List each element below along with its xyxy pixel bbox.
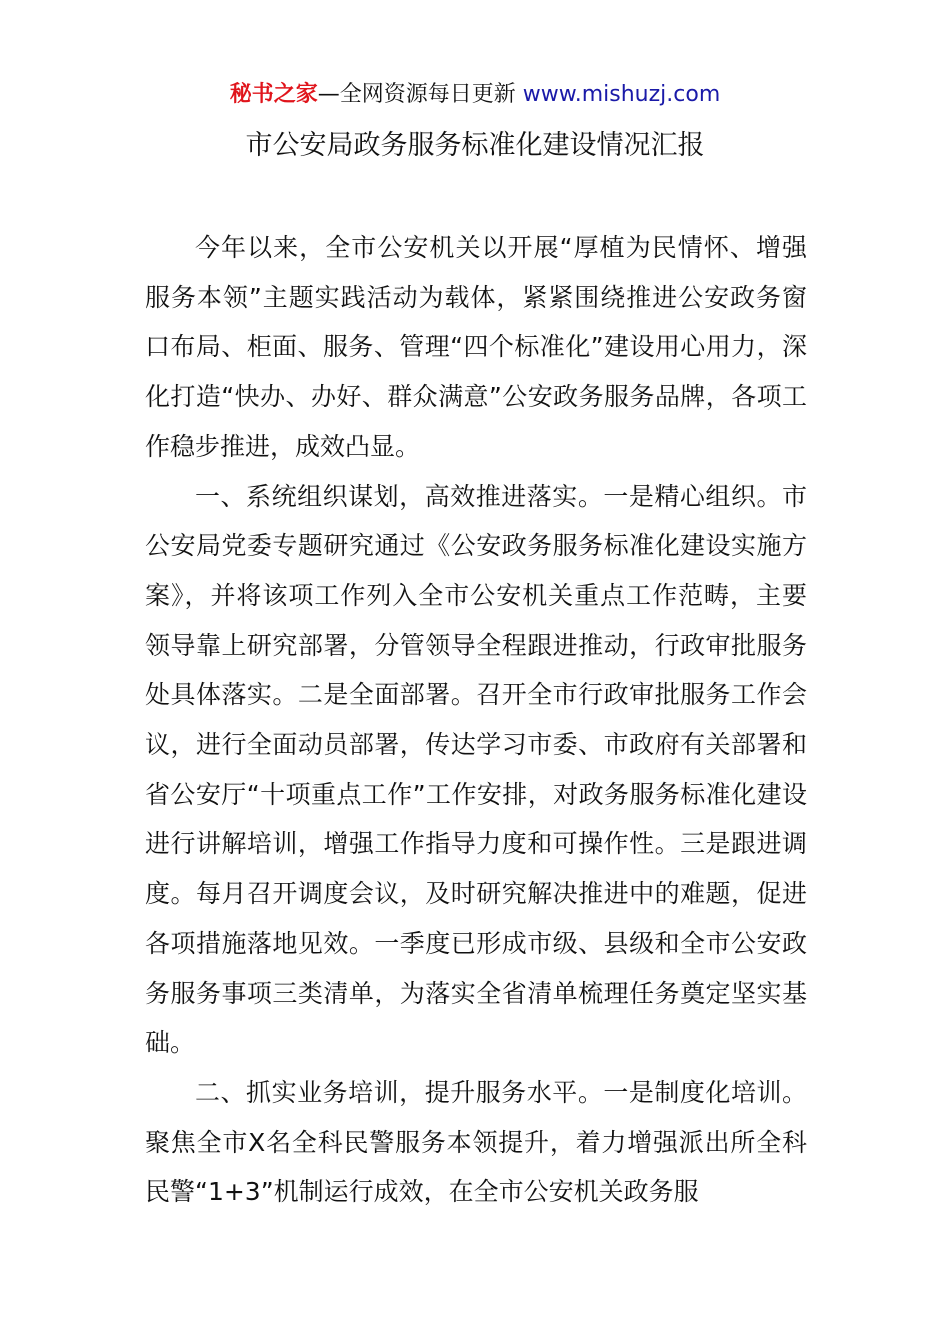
document-title: 市公安局政务服务标准化建设情况汇报 [245,130,705,161]
site-url-link[interactable]: www.mishuzj.com [522,82,721,107]
document-body [145,223,807,1217]
brand-name: 秘书之家 [229,82,318,107]
header-tagline: —全网资源每日更新 [317,82,523,107]
paragraph-intro: 今年以来，全市公安机关以开展“厚植为民情怀、增强服务本领”主题实践活动为载体，紧紧围绕推进公安政务窗口布局、柜面、服务、管理“四个标准化”建设用心用力，深化打造“快办、办好、群众满意”公安政务服务品牌，各项工作稳步推进，成效凸显。 [145,233,807,461]
paragraph-section-two: 二、抓实业务培训，提升服务水平。一是制度化培训。聚焦全市X名全科民警服务本领提升，着力增强派出所全科民警“1+3”机制运行成效，在全市公安机关政务服 [145,1077,807,1207]
paragraph-section-one: 一、系统组织谋划，高效推进落实。一是精心组织。市公安局党委专题研究通过《公安政务服务标准化建设实施方案》，并将该项工作列入全市公安机关重点工作范畴，主要领导靠上研究部署，分管领导全程跟进推动，行政审批服务处具体落实。二是全面部署。召开全市行政审批服务工作会议，进行全面动员部署，传达学习市委、市政府有关部署和省公安厅“十项重点工作”工作安排，对政务服务标准化建设进行讲解培训，增强工作指导力度和可操作性。三是跟进调度。每月召开调度会议，及时研究解决推进中的难题，促进各项措施落地见效。一季度已形成市级、县级和全市公安政务服务事项三类清单，为落实全省清单梳理任务奠定坚实基础。 [145,481,807,1058]
site-header [0,80,950,110]
